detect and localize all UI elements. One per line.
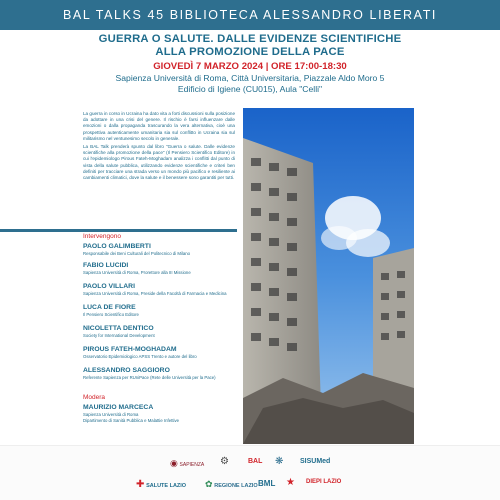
regione-lazio-text: REGIONE LAZIO — [214, 483, 258, 489]
modera-label: Modera — [83, 394, 106, 401]
intro-paragraph-1: La guerra in corso in Ucraina ha dato vita a forti discussioni sulla posizione da adottare in una crisi del genere. Il rischio è farsi influenzare dalle emozioni o dalla propaganda trascurando la vera alternativa, cioè una prospettiva autenticamente umanitaria sia sul conflitto in Ucraina sia sul militarismo nel ventunesimo secolo in generale. — [83, 111, 235, 141]
intervengono-label: Intervengono — [83, 233, 121, 240]
figure-icon: ★ — [286, 477, 295, 488]
speaker-name: NICOLETTA DENTICO — [83, 325, 154, 332]
salute-lazio-logo — [136, 479, 186, 490]
moderator-name: MAURIZIO MARCECA — [83, 404, 154, 411]
speaker-role: Sapienza Università di Roma, Prorettore alla III Missione — [83, 270, 191, 275]
sponsor-logos — [0, 445, 500, 500]
sapienza-text: SAPIENZA — [179, 462, 205, 468]
speaker-role: Sapienza Università di Roma, Preside della Facoltà di Farmacia e Medicina — [83, 291, 227, 296]
event-title-line2: ALLA PROMOZIONE DELLA PACE — [155, 46, 345, 58]
speaker-name: LUCA DE FIORE — [83, 304, 136, 311]
diepi-logo: DIEPI LAZIO — [306, 479, 342, 485]
bombed-building-photo — [243, 108, 414, 444]
event-banner: BAL TALKS 45 BIBLIOTECA ALESSANDRO LIBERATI — [0, 0, 500, 30]
salute-lazio-text: SALUTE LAZIO — [146, 483, 187, 489]
speaker-name: PAOLO VILLARI — [83, 283, 135, 290]
regione-lazio-logo — [205, 479, 258, 490]
event-header — [0, 33, 500, 94]
regione-emblem-icon: ✿ — [205, 479, 213, 489]
speaker-role: Il Pensiero Scientifico Editore — [83, 312, 139, 317]
event-title-line1: GUERRA O SALUTE. DALLE EVIDENZE SCIENTIFICHE — [98, 33, 402, 45]
sisumed-logo: SISUMed — [300, 458, 331, 465]
intro-text — [83, 111, 235, 181]
speaker-role: Responsabile dei Beni Culturali del Politecnico di Milano — [83, 251, 191, 256]
speaker-name: PAOLO GALIMBERTI — [83, 243, 151, 250]
blue-divider-bar — [0, 229, 237, 232]
moderator-role-1: Sapienza Università di Roma — [83, 412, 139, 417]
speaker-role: Osservatorio Epidemiologico APSS Trento e autore del libro — [83, 354, 197, 359]
speaker-role: Society for International Development — [83, 333, 155, 338]
speaker-name: ALESSANDRO SAGGIORO — [83, 367, 170, 374]
red-cross-icon: ✚ — [136, 479, 145, 490]
bal-logo: BAL — [248, 458, 263, 465]
network-icon: ❋ — [275, 456, 284, 467]
event-venue-line1: Sapienza Università di Roma, Città Universitaria, Piazzale Aldo Moro 5 — [115, 73, 385, 83]
building-illustration — [243, 108, 414, 444]
speaker-name: FABIO LUCIDI — [83, 262, 129, 269]
intro-paragraph-2: La BAL Talk prenderà spunto dal libro "Guerra o salute. Dalle evidenze scientifiche alla promozione della pace" (Il Pensiero Scientifico Editore) in cui l'epidemiologo Pirous Fateh-Moghadam analizza i conflitti dal punto di vista della salute pubblica, utilizzando evidenze scientifiche e criteri ben definiti per tracciare una strada verso un mondo più pacifico e resiliente ai cambiamenti climatici, dove la salute e il benessere sono garantiti per tutti. — [83, 144, 235, 181]
event-date: GIOVEDÌ 7 MARZO 2024 | ORE 17:00-18:30 — [153, 61, 347, 72]
bml-logo: BML — [258, 479, 276, 488]
event-venue-line2: Edificio di Igiene (CU015), Aula "Celli" — [177, 83, 323, 94]
speaker-role: Referente Sapienza per RUniPace (Rete delle Università per la Pace) — [83, 375, 216, 380]
speaker-name: PIROUS FATEH-MOGHADAM — [83, 346, 177, 353]
sapienza-logo — [170, 458, 204, 469]
moderator-role-2: Dipartimento di Sanità Pubblica e Malattie Infettive — [83, 418, 180, 423]
seal-icon: ⚙ — [220, 456, 229, 467]
sapienza-seal-icon: ◉ — [170, 458, 178, 468]
